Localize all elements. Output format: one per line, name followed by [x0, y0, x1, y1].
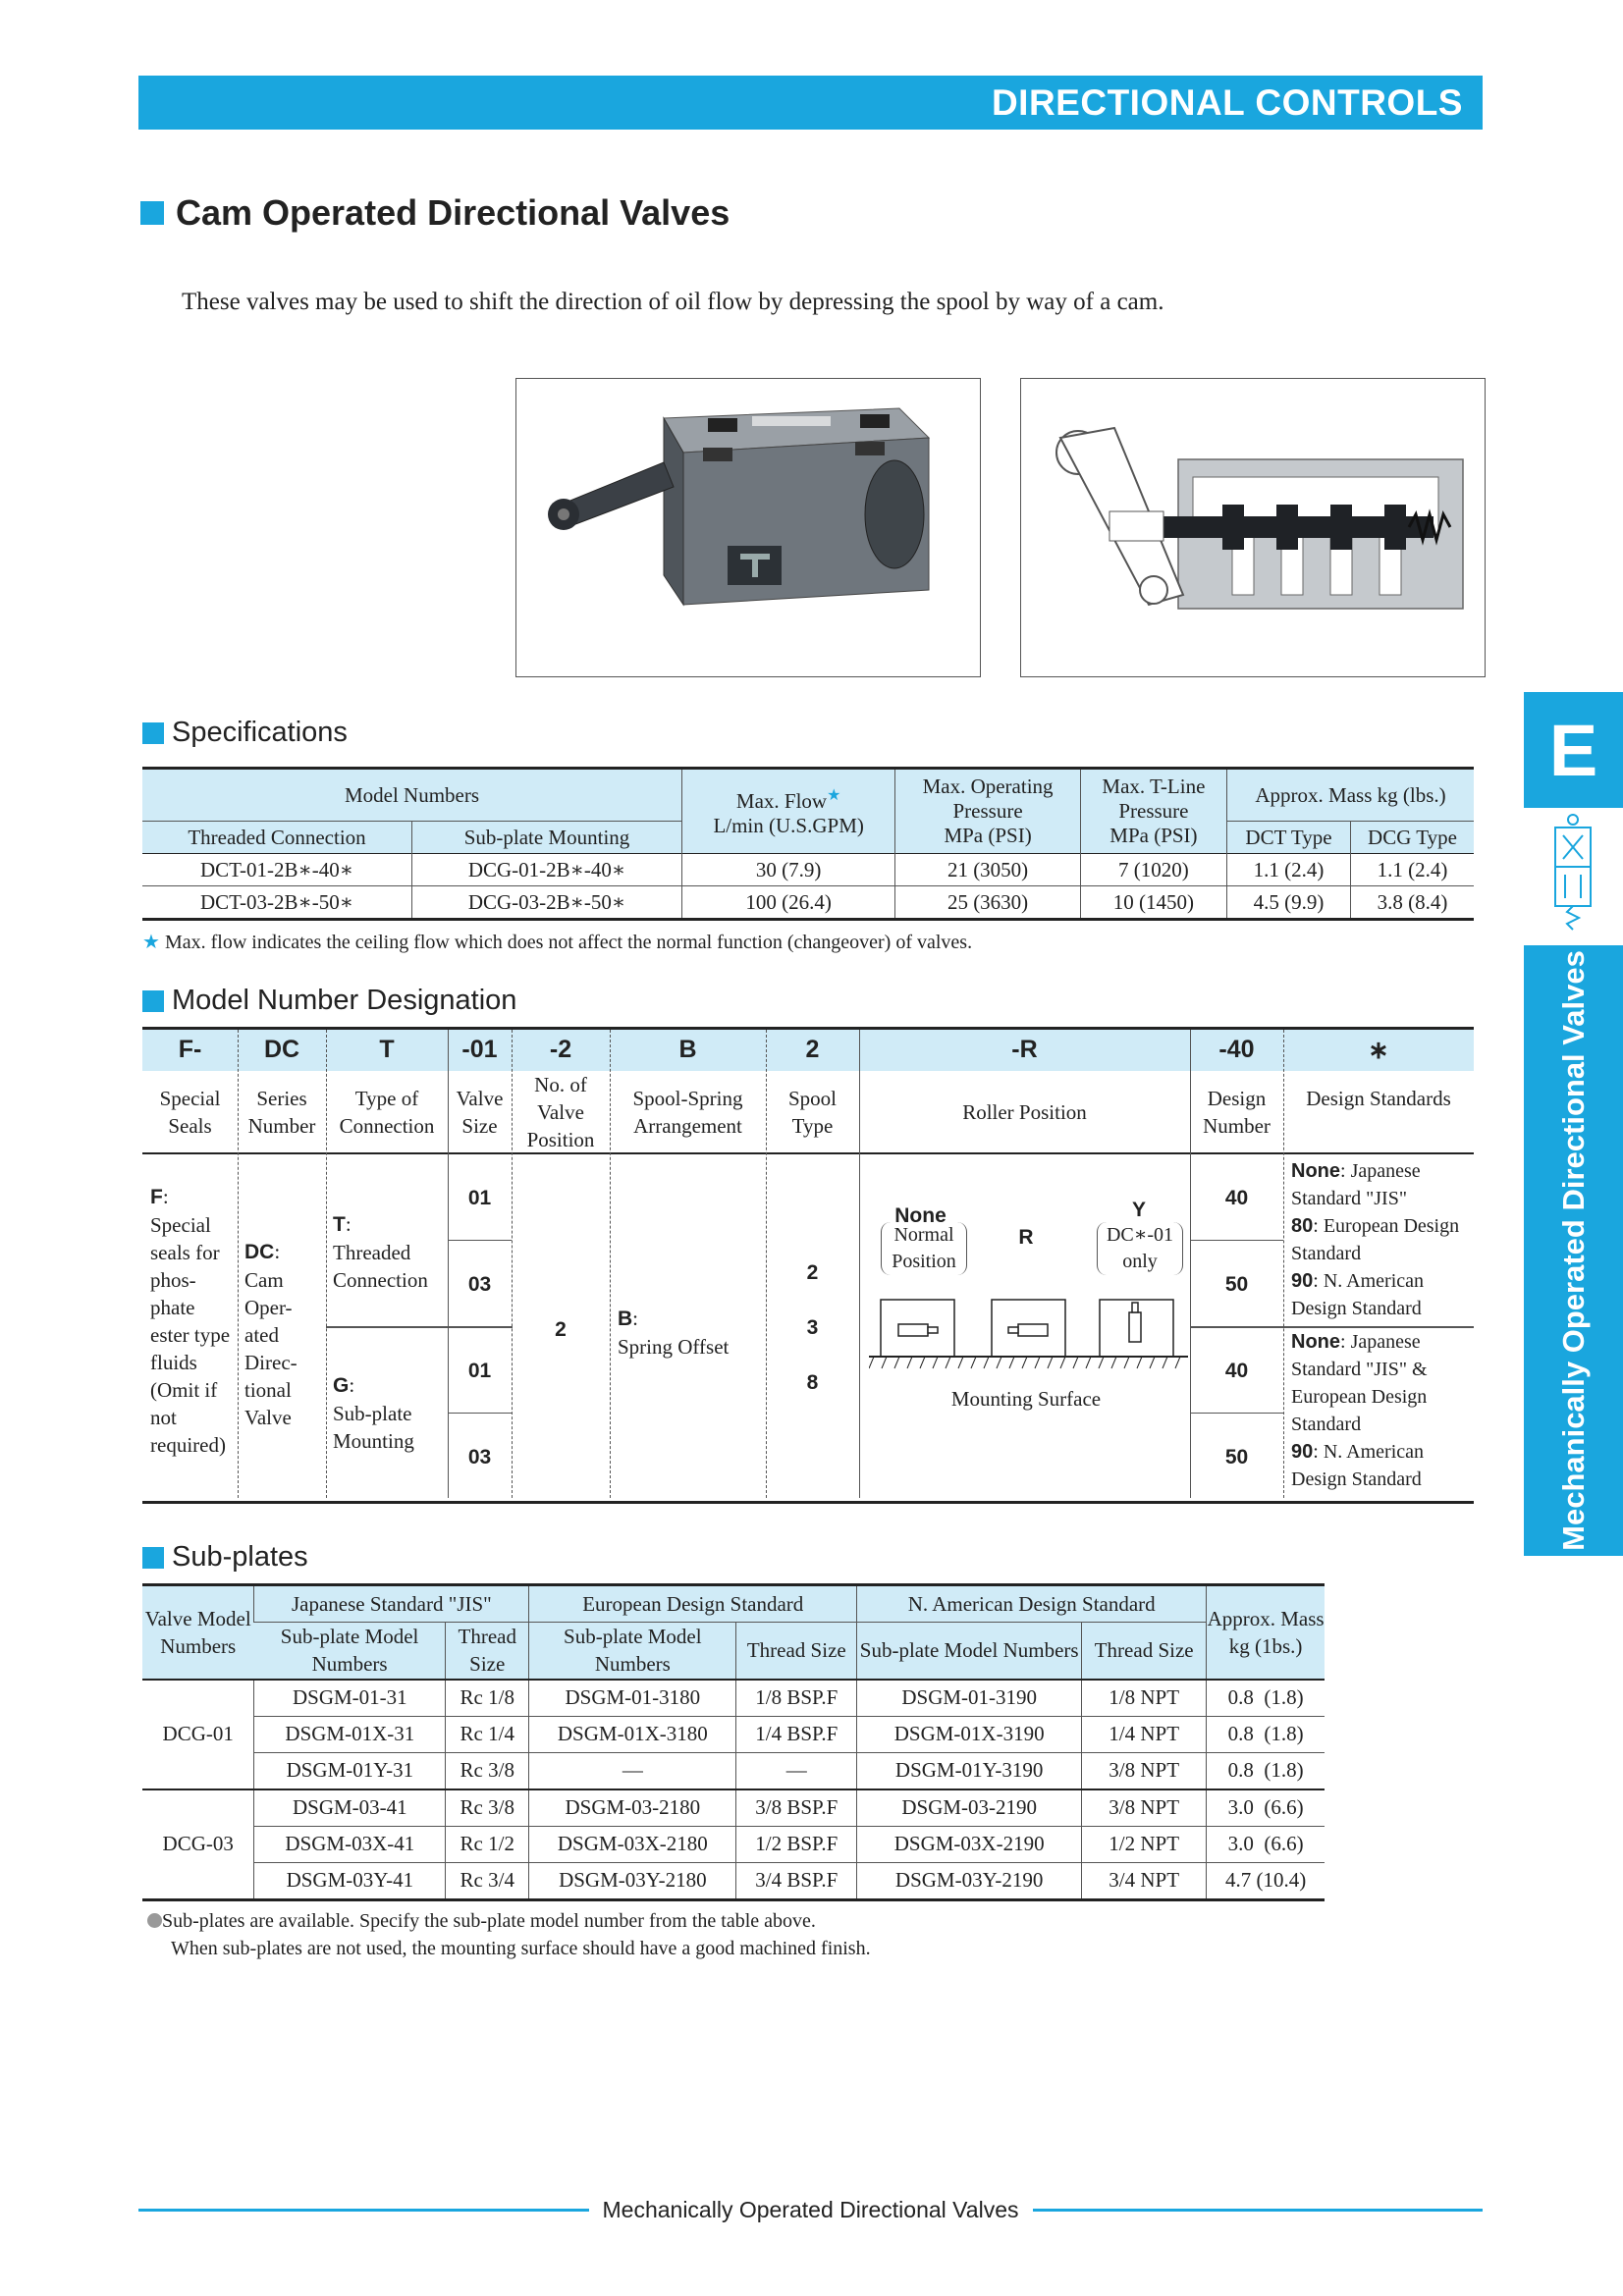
label-design-standards: Design Standards	[1306, 1087, 1451, 1110]
footer-label: Mechanically Operated Directional Valves	[602, 2197, 1019, 2222]
square-bullet-icon	[142, 990, 164, 1012]
spool-spring-desc: B: Spring Offset	[618, 1307, 730, 1359]
threaded-desc: T: Threaded Connection	[333, 1212, 428, 1292]
roller-none-desc: Normal Position	[881, 1222, 967, 1275]
label-positions: No. of Valve Position	[526, 1073, 595, 1151]
spec-footnote: ★ Max. flow indicates the ceiling flow which does not affect the normal function (changeover) of valves.	[142, 932, 973, 953]
table-row: DCT-03-2B∗-50∗ DCG-03-2B∗-50∗ 100 (26.4) 25 (3630) 10 (1450) 4.5 (9.9) 3.8 (8.4)	[142, 886, 1474, 920]
roller-y-desc: DC∗-01 only	[1097, 1222, 1183, 1275]
valve-model: DCG-03	[162, 1832, 234, 1855]
bullet-icon	[147, 1913, 162, 1928]
label-valve-size: Valve Size	[456, 1087, 504, 1138]
spec-header-max-flow: Max. Flow★ L/min (U.S.GPM)	[682, 769, 895, 854]
spec-header-mass: Approx. Mass kg (lbs.)	[1227, 769, 1475, 822]
size-value: 01	[467, 1187, 492, 1209]
specifications-table	[142, 767, 1474, 921]
design-standards-group-2: None: Japanese Standard "JIS" & European Design Standard 90: N. American Design Standard	[1291, 1331, 1428, 1490]
subplate-desc: G: Sub-plate Mounting	[333, 1373, 414, 1453]
subplate-header-thread: Thread Size	[1082, 1623, 1207, 1680]
code-spool: 2	[805, 1036, 820, 1063]
spec-header-dct: DCT Type	[1227, 822, 1351, 854]
spec-header-max-pressure: Max. Operating Pressure MPa (PSI)	[895, 769, 1081, 854]
model-number-table	[142, 1027, 1474, 1504]
design-number-value: 50	[1224, 1273, 1249, 1296]
subplates-table	[142, 1583, 1325, 1901]
subplate-header-sub: Sub-plate Model Numbers	[280, 1625, 419, 1677]
header-bar	[138, 76, 1483, 130]
star-icon: ★	[142, 932, 160, 953]
spec-header-model-numbers: Model Numbers	[142, 769, 682, 822]
square-bullet-icon	[142, 1547, 164, 1569]
roller-none-code: None	[894, 1204, 947, 1227]
subplate-header-jis: Japanese Standard "JIS"	[254, 1585, 529, 1623]
mounting-surface-label: Mounting Surface	[950, 1387, 1102, 1411]
header-title: DIRECTIONAL CONTROLS	[991, 81, 1463, 123]
subplate-header-valve: Valve Model Numbers	[144, 1606, 251, 1658]
table-row: DSGM-01Y-31 Rc 3/8 — — DSGM-01Y-3190 3/8 NPT 0.8 (1.8)	[142, 1752, 1325, 1789]
square-bullet-icon	[140, 201, 164, 225]
valve-symbol-icon	[1524, 808, 1623, 945]
subplates-heading: Sub-plates	[142, 1541, 308, 1574]
size-value: 03	[467, 1446, 492, 1468]
valve-cutaway-diagram	[1020, 378, 1486, 677]
roller-r-code: R	[1018, 1226, 1034, 1249]
subplate-header-thread: Thread Size	[446, 1623, 529, 1680]
code-dc: DC	[263, 1036, 300, 1063]
design-number-value: 40	[1224, 1360, 1249, 1382]
label-design-number: Design Number	[1203, 1087, 1271, 1138]
table-row: DCG-01 DSGM-01-31 Rc 1/8 DSGM-01-3180 1/8 BSP.F DSGM-01-3190 1/8 NPT 0.8 (1.8)	[142, 1680, 1325, 1717]
spool-type-value: 2	[806, 1261, 819, 1284]
code-b: B	[678, 1036, 697, 1063]
design-number-value: 40	[1224, 1187, 1249, 1209]
code-size: -01	[461, 1036, 498, 1063]
footer	[138, 2197, 1483, 2223]
subplate-header-sub: Sub-plate Model Numbers	[857, 1623, 1082, 1680]
intro-text: These valves may be used to shift the direction of oil flow by depressing the spool by way of a cam.	[182, 289, 1164, 315]
code-positions: -2	[549, 1036, 572, 1063]
subplate-header-thread: Thread Size	[736, 1623, 857, 1680]
code-f: F-	[178, 1036, 202, 1063]
series-desc: DC: Cam Oper-ated Direc-tional Valve	[244, 1240, 298, 1429]
table-row: DCT-01-2B∗-40∗ DCG-01-2B∗-40∗ 30 (7.9) 21 (3050) 7 (1020) 1.1 (2.4) 1.1 (2.4)	[142, 854, 1474, 886]
valve-photo	[515, 378, 981, 677]
subplate-header-sub: Sub-plate Model Numbers	[529, 1623, 736, 1680]
spec-header-dcg: DCG Type	[1351, 822, 1475, 854]
label-spool-type: Spool Type	[787, 1087, 837, 1138]
square-bullet-icon	[142, 722, 164, 744]
label-special-seals: Special Seals	[159, 1087, 221, 1138]
spool-type-value: 3	[806, 1316, 819, 1339]
design-number-value: 50	[1224, 1446, 1249, 1468]
code-design-std: ∗	[1368, 1037, 1389, 1064]
subplate-header-na: N. American Design Standard	[857, 1585, 1207, 1623]
section-tab-label: Mechanically Operated Directional Valves	[1524, 945, 1623, 1556]
table-row: DSGM-03Y-41 Rc 3/4 DSGM-03Y-2180 3/4 BSP.F DSGM-03Y-2190 3/4 NPT 4.7 (10.4)	[142, 1862, 1325, 1899]
special-seals-desc: F: Special seals for phos-phate ester type fluids (Omit if not required)	[150, 1185, 231, 1457]
code-t: T	[379, 1036, 395, 1063]
valve-model: DCG-01	[162, 1722, 234, 1745]
roller-position-diagram	[869, 1295, 1188, 1373]
label-roller-position: Roller Position	[962, 1100, 1087, 1124]
design-standards-group-1: None: Japanese Standard "JIS" 80: European Design Standard 90: N. American Design Standard	[1291, 1160, 1460, 1319]
spool-type-value: 8	[806, 1371, 819, 1394]
size-value: 01	[467, 1360, 492, 1382]
section-tab-letter: E	[1524, 692, 1623, 808]
label-type-connection: Type of Connection	[339, 1087, 435, 1138]
spec-header-tline: Max. T-Line Pressure MPa (PSI)	[1080, 769, 1226, 854]
subplate-header-mass: Approx. Mass kg (1bs.)	[1207, 1585, 1325, 1680]
code-roller: -R	[1011, 1036, 1038, 1063]
table-row: DSGM-01X-31 Rc 1/4 DSGM-01X-3180 1/4 BSP.F DSGM-01X-3190 1/4 NPT 0.8 (1.8)	[142, 1716, 1325, 1752]
size-value: 03	[467, 1273, 492, 1296]
page-title: Cam Operated Directional Valves	[140, 192, 730, 234]
spec-header-threaded: Threaded Connection	[142, 822, 412, 854]
table-row: DSGM-03X-41 Rc 1/2 DSGM-03X-2180 1/2 BSP.F DSGM-03X-2190 1/2 NPT 3.0 (6.6)	[142, 1826, 1325, 1862]
specifications-heading: Specifications	[142, 717, 348, 749]
code-design-no: -40	[1218, 1036, 1255, 1063]
roller-y-code: Y	[1131, 1199, 1146, 1221]
label-series: Series Number	[247, 1087, 316, 1138]
model-number-heading: Model Number Designation	[142, 985, 516, 1017]
spec-header-subplate: Sub-plate Mounting	[412, 822, 682, 854]
label-spool-spring: Spool-Spring Arrangement	[632, 1087, 743, 1138]
subplate-header-eu: European Design Standard	[529, 1585, 857, 1623]
positions-value: 2	[555, 1318, 567, 1341]
subplates-note: Sub-plates are available. Specify the sub-plate model number from the table above. When sub-plates are not used, the mounting surface should have a good machined finish.	[147, 1907, 871, 1962]
table-row: DCG-03 DSGM-03-41 Rc 3/8 DSGM-03-2180 3/8 BSP.F DSGM-03-2190 3/8 NPT 3.0 (6.6)	[142, 1789, 1325, 1827]
